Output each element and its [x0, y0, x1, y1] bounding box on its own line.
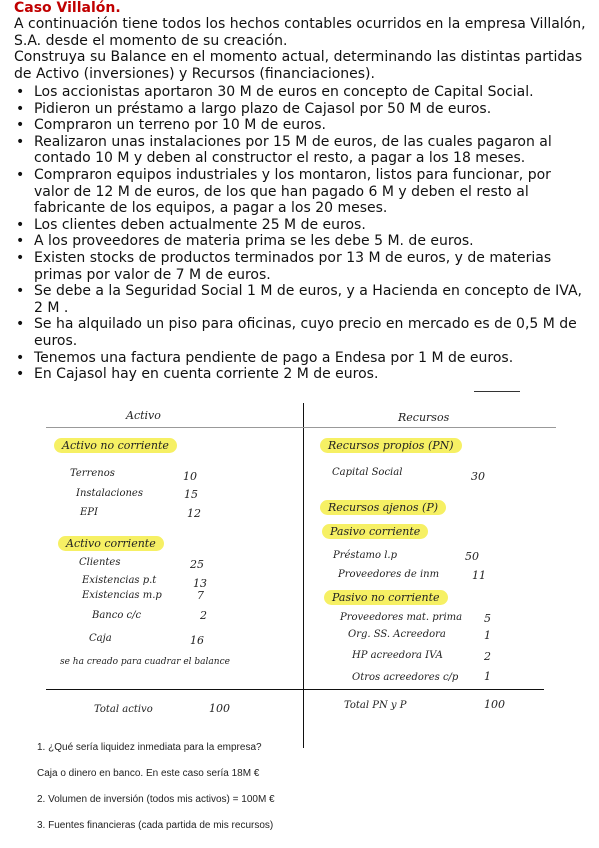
t-account-vertical-line	[303, 403, 304, 748]
banco-label: Banco c/c	[92, 610, 142, 621]
activo-header: Activo	[126, 409, 161, 422]
existencias-pt-value: 13	[193, 577, 207, 590]
recursos-header: Recursos	[398, 411, 450, 424]
org-ss-label: Org. SS. Acreedora	[348, 629, 446, 640]
prestamo-lp-value: 50	[465, 550, 479, 563]
list-item: • Los clientes deben actualmente 25 M de euros.	[14, 217, 589, 234]
capital-social-value: 30	[471, 470, 485, 483]
question-1: 1. ¿Qué sería liquidez inmediata para la empresa?	[37, 742, 262, 753]
recursos-ajenos-heading: Recursos ajenos (P)	[320, 500, 446, 515]
case-title: Caso Villalón.	[14, 0, 121, 16]
total-activo-label: Total activo	[94, 704, 153, 715]
header-divider	[46, 427, 556, 428]
org-ss-value: 1	[484, 629, 491, 642]
list-item: • Compraron equipos industriales y los montaron, listos para funcionar, por valor de 12 M de euros, de los que han pagado 6 M y deben el resto al fabricante de los equipos, a pagar a los 20 meses.	[14, 167, 589, 217]
list-item: • Existen stocks de productos terminados por 13 M de euros, y de materias primas por valor de 7 M de euros.	[14, 250, 589, 283]
hp-iva-value: 2	[484, 650, 491, 663]
proveedores-inm-value: 11	[472, 569, 486, 582]
list-item: • Realizaron unas instalaciones por 15 M de euros, de las cuales pagaron al contado 10 M y deben al constructor el resto, a pagar a los 18 meses.	[14, 134, 589, 167]
answer-1: Caja o dinero en banco. En este caso sería 18M €	[37, 768, 260, 779]
instalaciones-label: Instalaciones	[76, 488, 143, 499]
pasivo-no-corriente-heading: Pasivo no corriente	[324, 590, 448, 605]
caja-value: 16	[190, 634, 204, 647]
caja-label: Caja	[89, 633, 112, 644]
intro-text	[14, 16, 589, 82]
list-item: • Compraron un terreno por 10 M de euros.	[14, 117, 589, 134]
otros-acreedores-value: 1	[484, 670, 491, 683]
clientes-label: Clientes	[79, 557, 121, 568]
facts-list	[14, 84, 589, 383]
epi-label: EPI	[80, 507, 98, 518]
capital-social-label: Capital Social	[332, 467, 403, 478]
otros-acreedores-label: Otros acreedores c/p	[352, 672, 459, 683]
activo-corriente-heading: Activo corriente	[58, 536, 164, 551]
proveedores-mp-label: Proveedores mat. prima	[340, 612, 463, 623]
epi-value: 12	[187, 507, 201, 520]
underline-mark	[474, 391, 520, 392]
list-item: • Se debe a la Seguridad Social 1 M de euros, y a Hacienda en concepto de IVA, 2 M .	[14, 283, 589, 316]
intro-paragraph: A continuación tiene todos los hechos contables ocurridos en la empresa Villalón, S.A. desde el momento de su creación.	[14, 16, 586, 49]
caja-note: se ha creado para cuadrar el balance	[60, 657, 230, 667]
instalaciones-value: 15	[184, 488, 198, 501]
list-item: • A los proveedores de materia prima se les debe 5 M. de euros.	[14, 233, 589, 250]
list-item: • Los accionistas aportaron 30 M de euros en concepto de Capital Social.	[14, 84, 589, 101]
terrenos-value: 10	[183, 470, 197, 483]
totals-divider	[46, 689, 544, 690]
list-item: • En Cajasol hay en cuenta corriente 2 M de euros.	[14, 366, 589, 383]
existencias-mp-value: 7	[197, 589, 204, 602]
question-2: 2. Volumen de inversión (todos mis activos) = 100M €	[37, 794, 275, 805]
total-pn-p-label: Total PN y P	[344, 700, 407, 711]
list-item: • Se ha alquilado un piso para oficinas, cuyo precio en mercado es de 0,5 M de euros.	[14, 316, 589, 349]
proveedores-mp-value: 5	[484, 612, 491, 625]
existencias-mp-label: Existencias m.p	[82, 590, 162, 601]
prestamo-lp-label: Préstamo l.p	[333, 550, 397, 561]
terrenos-label: Terrenos	[70, 468, 115, 479]
question-3: 3. Fuentes financieras (cada partida de mis recursos)	[37, 820, 274, 831]
banco-value: 2	[200, 609, 207, 622]
hp-iva-label: HP acreedora IVA	[352, 650, 443, 661]
intro-paragraph: Construya su Balance en el momento actual, determinando las distintas partidas de Activo (inversiones) y Recursos (financiaciones).	[14, 49, 583, 82]
activo-no-corriente-heading: Activo no corriente	[54, 438, 177, 453]
list-item: • Tenemos una factura pendiente de pago a Endesa por 1 M de euros.	[14, 350, 589, 367]
pasivo-corriente-heading: Pasivo corriente	[322, 524, 428, 539]
recursos-propios-heading: Recursos propios (PN)	[320, 438, 462, 453]
list-item: • Pidieron un préstamo a largo plazo de Cajasol por 50 M de euros.	[14, 101, 589, 118]
proveedores-inm-label: Proveedores de inm	[338, 569, 440, 580]
existencias-pt-label: Existencias p.t	[82, 575, 157, 586]
clientes-value: 25	[190, 558, 204, 571]
total-activo-value: 100	[209, 702, 230, 715]
total-pn-p-value: 100	[484, 698, 505, 711]
